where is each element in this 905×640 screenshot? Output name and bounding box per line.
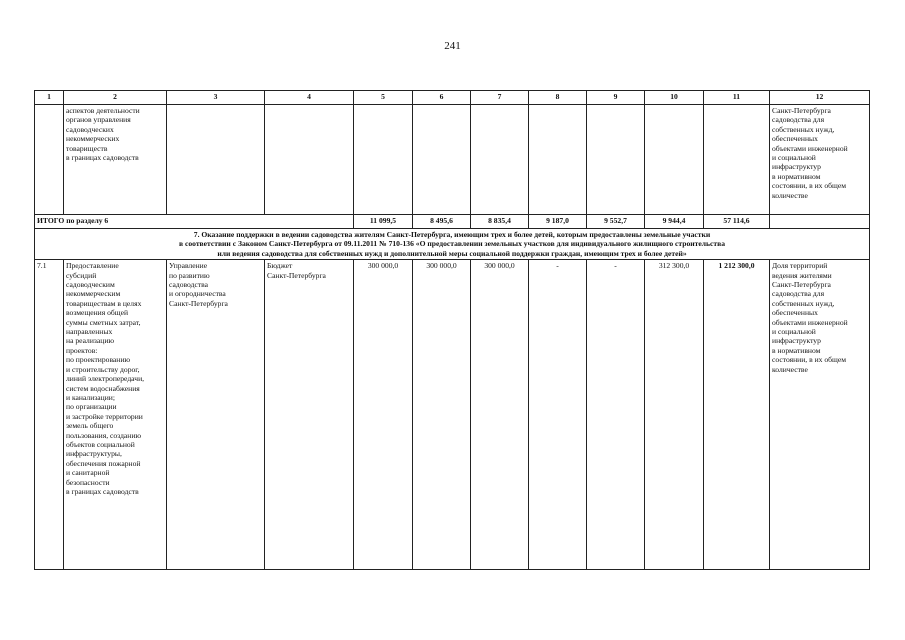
- section-title: [35, 229, 870, 260]
- cell-line: садоводства для: [772, 115, 825, 125]
- executor-cell: [167, 260, 265, 570]
- cell-line: систем водоснабжения: [66, 383, 140, 393]
- cell-line: товариществ: [66, 143, 108, 153]
- cell-line: обеспеченных: [772, 308, 818, 318]
- cell-line: и огородничества: [169, 289, 226, 299]
- indicator-cell: [770, 260, 870, 570]
- cell-line: Санкт-Петербурга: [772, 280, 831, 290]
- cell-line: объектов социальной: [66, 439, 135, 449]
- value-cell: [529, 105, 587, 215]
- cell-line: Санкт-Петербурга: [772, 106, 831, 115]
- cell-line: некоммерческим: [66, 289, 121, 299]
- cell-line: по организации: [66, 402, 117, 412]
- cell-line: состоянии, в их общем: [772, 355, 847, 365]
- value-col6: 300 000,0: [413, 260, 471, 570]
- header-cell: 3: [167, 91, 265, 105]
- header-cell: 12: [770, 91, 870, 105]
- value-col9: -: [587, 260, 645, 570]
- cell-line: и санитарной: [66, 468, 110, 478]
- header-cell: 5: [354, 91, 413, 105]
- header-cell: 4: [265, 91, 354, 105]
- cell-line: состоянии, в их общем: [772, 181, 847, 191]
- cell-line: безопасности: [66, 477, 110, 487]
- cell-line: проектов:: [66, 345, 98, 355]
- cell-line: и строительству дорог,: [66, 364, 140, 374]
- header-cell: 7: [471, 91, 529, 105]
- program-table: [34, 90, 870, 570]
- table-row-7-1: [35, 260, 870, 570]
- total-value-col5: 11 099,5: [354, 215, 413, 229]
- cell-line: и социальной: [772, 153, 816, 163]
- cell-line: объектами инженерной: [772, 317, 848, 327]
- cell-line: Предоставление: [66, 261, 119, 271]
- cell-line: в нормативном: [772, 171, 821, 181]
- value-cell: [587, 105, 645, 215]
- section-title-line: в соответствии с Законом Санкт-Петербурга от 09.11.2011 № 710-136 «О предоставлении земельных участков для индивидуального жилищного строительства: [178, 239, 726, 249]
- cell-line: и социальной: [772, 327, 816, 337]
- header-row: [35, 91, 870, 105]
- cell-line: собственных нужд,: [772, 298, 835, 308]
- page-number: 241: [444, 40, 461, 52]
- value-cell: [413, 105, 471, 215]
- cell-line: обеспеченных: [772, 134, 818, 144]
- value-col5: 300 000,0: [354, 260, 413, 570]
- cell-line: садоводческим: [66, 280, 115, 290]
- cell-line: садоводства для: [772, 289, 825, 299]
- header-cell: 9: [587, 91, 645, 105]
- total-value-col11: 57 114,6: [704, 215, 770, 229]
- cell-line: линий электропередачи,: [66, 374, 145, 384]
- funding-source-cell: [265, 260, 354, 570]
- header-cell: 11: [704, 91, 770, 105]
- cell-line: и застройке территории: [66, 411, 143, 421]
- cell-line: Санкт-Петербурга: [267, 270, 326, 280]
- total-value-col6: 8 495,6: [413, 215, 471, 229]
- total-value-col9: 9 552,7: [587, 215, 645, 229]
- cell-line: некоммерческих: [66, 134, 120, 144]
- cell-line: земель общего: [66, 421, 114, 431]
- total-label: ИТОГО по разделу 6: [35, 215, 354, 229]
- cell-line: количестве: [772, 190, 808, 200]
- cell-line: инфраструктур: [772, 162, 821, 172]
- cell-line: Доля территорий: [772, 261, 828, 271]
- total-value-col7: 8 835,4: [471, 215, 529, 229]
- cell-line: Управление: [169, 261, 208, 271]
- row-number: 7.1: [35, 260, 64, 570]
- cell-line: в нормативном: [772, 345, 821, 355]
- cell-line: обеспечения пожарной: [66, 458, 141, 468]
- value-cell: [645, 105, 704, 215]
- header-cell: 6: [413, 91, 471, 105]
- cell-line: количестве: [772, 364, 808, 374]
- cell-line: пользования, созданию: [66, 430, 142, 440]
- total-value-col8: 9 187,0: [529, 215, 587, 229]
- value-col11: 1 212 300,0: [704, 260, 770, 570]
- header-cell: 8: [529, 91, 587, 105]
- cell-line: на реализацию: [66, 336, 115, 346]
- value-col10: 312 300,0: [645, 260, 704, 570]
- value-col8: -: [529, 260, 587, 570]
- value-cell: [704, 105, 770, 215]
- cell-line: инфраструктур: [772, 336, 821, 346]
- cell-line: инфраструктуры,: [66, 449, 122, 459]
- header-cell: 10: [645, 91, 704, 105]
- cell-line: объектами инженерной: [772, 143, 848, 153]
- cell-line: товариществам в целях: [66, 298, 142, 308]
- cell-line: в границах садоводств: [66, 153, 139, 163]
- indicator-cell: [770, 105, 870, 215]
- continuation-row: [35, 105, 870, 215]
- cell-line: Санкт-Петербурга: [169, 298, 228, 308]
- value-cell: [354, 105, 413, 215]
- header-cell: 2: [64, 91, 167, 105]
- header-cell: 1: [35, 91, 64, 105]
- total-indicator-cell: [770, 215, 870, 229]
- cell-line: по проектированию: [66, 355, 131, 365]
- value-cell: [471, 105, 529, 215]
- cell-line: и канализации;: [66, 392, 115, 402]
- section-title-line: или ведения садоводства для собственных нужд и дополнительной меры социальной поддержки граждан, имеющим трех и более детей»: [217, 248, 687, 258]
- total-value-col10: 9 944,4: [645, 215, 704, 229]
- cell-line: садоводства: [169, 280, 209, 290]
- cell-line: органов управления: [66, 115, 131, 125]
- cell-line: садоводческих: [66, 124, 114, 134]
- row-number-cell: [35, 105, 64, 215]
- cell-line: направленных: [66, 327, 113, 337]
- cell-line: субсидий: [66, 270, 97, 280]
- cell-line: собственных нужд,: [772, 124, 835, 134]
- section-title-line: 7. Оказание поддержки в ведении садоводства жителям Санкт-Петербурга, имеющим трех и более детей, которым предоставлены земельные участки: [193, 230, 711, 239]
- total-row: [35, 215, 870, 229]
- cell-line: Бюджет: [267, 261, 293, 271]
- cell-line: в границах садоводств: [66, 486, 139, 496]
- cell-line: ведения жителями: [772, 270, 832, 280]
- activity-description-cell: [64, 260, 167, 570]
- activity-description-cell: [64, 105, 167, 215]
- cell-line: по развитию: [169, 270, 210, 280]
- cell-line: аспектов деятельности: [66, 106, 140, 115]
- cell-line: возмещения общей: [66, 308, 129, 318]
- section-title-row: [35, 229, 870, 260]
- value-col7: 300 000,0: [471, 260, 529, 570]
- executor-cell: [167, 105, 265, 215]
- cell-line: суммы сметных затрат,: [66, 317, 141, 327]
- funding-source-cell: [265, 105, 354, 215]
